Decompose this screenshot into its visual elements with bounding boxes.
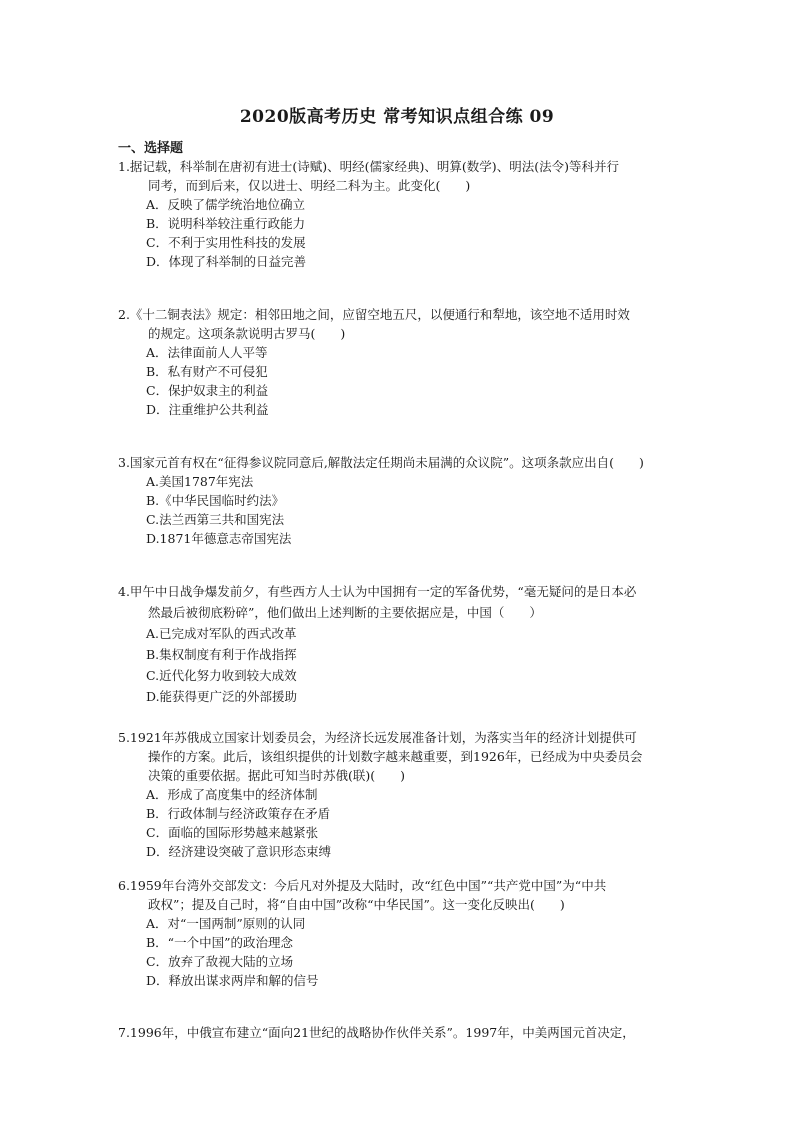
stem-line: 决策的重要依据。据此可知当时苏俄(联)( ) xyxy=(148,768,406,783)
stem-line: 4.甲午中日战争爆发前夕，有些西方人士认为中国拥有一定的军备优势，“毫无疑问的是日本必 xyxy=(118,584,637,599)
option-c: C．保护奴隶主的利益 xyxy=(146,383,269,398)
question-3 xyxy=(118,453,703,548)
stem-line: 的规定。这项条款说明古罗马( ) xyxy=(148,326,346,341)
option-d: D．体现了科举制的日益完善 xyxy=(146,254,307,269)
option-list xyxy=(118,623,703,707)
question-stem xyxy=(118,581,703,623)
question-1 xyxy=(118,157,703,271)
stem-line: 然最后被彻底粉碎”，他们做出上述判断的主要依据应是，中国（ ） xyxy=(148,605,542,620)
option-a: A.美国1787年宪法 xyxy=(146,474,254,489)
option-d: D．注重维护公共利益 xyxy=(146,402,269,417)
option-c: C．不利于实用性科技的发展 xyxy=(146,235,306,250)
question-4 xyxy=(118,581,703,707)
option-b: B．行政体制与经济政策存在矛盾 xyxy=(146,806,331,821)
option-list xyxy=(118,195,703,271)
option-a: A．法律面前人人平等 xyxy=(146,345,268,360)
stem-line: 5.1921年苏俄成立国家计划委员会，为经济长远发展准备计划，为落实当年的经济计划提供可 xyxy=(118,730,637,745)
section-heading: 一、选择题 xyxy=(118,141,184,156)
stem-line: 操作的方案。此后，该组织提供的计划数字越来越重要，到1926年，已经成为中央委员会 xyxy=(148,749,643,764)
option-d: D.能获得更广泛的外部援助 xyxy=(146,689,298,704)
option-a: A．对“一国两制”原则的认同 xyxy=(146,916,306,931)
stem-line: 2.《十二铜表法》规定：相邻田地之间，应留空地五尺，以便通行和犁地，该空地不适用时效 xyxy=(118,307,630,322)
question-stem xyxy=(118,453,703,472)
stem-line: 7.1996年，中俄宣布建立“面向21世纪的战略协作伙伴关系”。1997年，中美两国元首决定， xyxy=(118,1025,635,1040)
option-c: C．面临的国际形势越来越紧张 xyxy=(146,825,319,840)
option-c: C.近代化努力收到较大成效 xyxy=(146,668,297,683)
option-d: D.1871年德意志帝国宪法 xyxy=(146,531,292,546)
question-6 xyxy=(118,876,703,990)
question-7 xyxy=(118,1023,703,1042)
stem-line: 1.据记载，科举制在唐初有进士(诗赋)、明经(儒家经典)、明算(数学)、明法(法令)等科并行 xyxy=(118,159,619,174)
option-c: C．放弃了敌视大陆的立场 xyxy=(146,954,294,969)
question-stem xyxy=(118,876,703,914)
page-title: 2020版高考历史 常考知识点组合练 09 xyxy=(239,107,555,127)
question-2 xyxy=(118,305,703,419)
stem-line: 6.1959年台湾外交部发文：今后凡对外提及大陆时，改“红色中国”“共产党中国”为“中共 xyxy=(118,878,607,893)
option-b: B．私有财产不可侵犯 xyxy=(146,364,268,379)
option-d: D．释放出谋求两岸和解的信号 xyxy=(146,973,319,988)
option-a: A.已完成对军队的西式改革 xyxy=(146,626,297,641)
option-b: B．“一个中国”的政治理念 xyxy=(146,935,293,950)
question-stem xyxy=(118,1023,703,1042)
option-list xyxy=(118,472,703,548)
option-b: B.集权制度有利于作战指挥 xyxy=(146,647,297,662)
option-list xyxy=(118,785,703,861)
option-list xyxy=(118,343,703,419)
stem-line: 政权”；提及自己时，将“自由中国”改称“中华民国”。这一变化反映出( ) xyxy=(148,897,565,912)
option-c: C.法兰西第三共和国宪法 xyxy=(146,512,285,527)
option-b: B．说明科举较注重行政能力 xyxy=(146,216,306,231)
question-5 xyxy=(118,728,703,861)
option-b: B.《中华民国临时约法》 xyxy=(146,493,285,508)
question-stem xyxy=(118,728,703,785)
option-a: A．形成了高度集中的经济体制 xyxy=(146,787,318,802)
option-list xyxy=(118,914,703,990)
option-d: D．经济建设突破了意识形态束缚 xyxy=(146,844,332,859)
stem-line: 3.国家元首有权在“征得参议院同意后,解散法定任期尚未届满的众议院”。这项条款应出自( ) xyxy=(118,455,644,470)
stem-line: 同考，而到后来，仅以进士、明经二科为主。此变化( ) xyxy=(148,178,471,193)
question-stem xyxy=(118,305,703,343)
question-stem xyxy=(118,157,703,195)
option-a: A．反映了儒学统治地位确立 xyxy=(146,197,306,212)
